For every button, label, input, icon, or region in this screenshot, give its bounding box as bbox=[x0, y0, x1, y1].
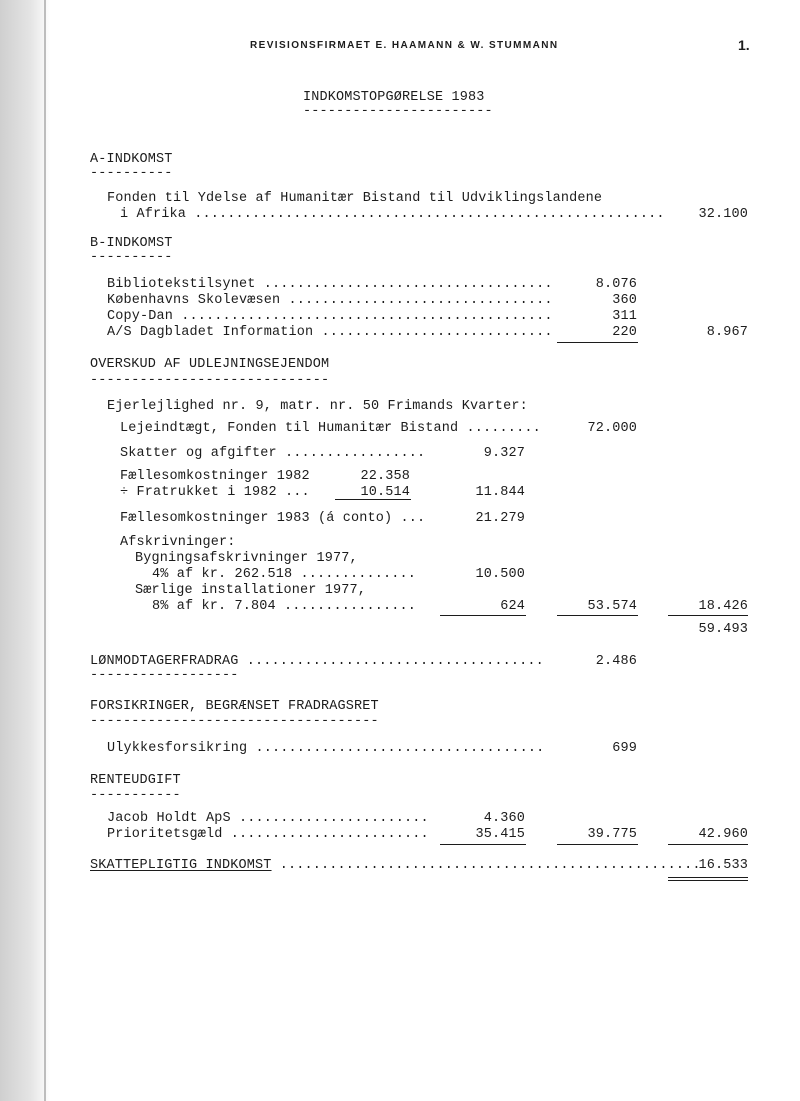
interest-item-value: 4.360 bbox=[483, 811, 525, 826]
a-income-underline: ---------- bbox=[90, 166, 173, 181]
b-income-item-value: 8.076 bbox=[595, 277, 637, 292]
interest-item-label: Jacob Holdt ApS ....................... bbox=[107, 811, 429, 826]
insurance-item-label: Ulykkesforsikring ................................... bbox=[107, 741, 545, 756]
rental-common83-label: Fællesomkostninger 1983 (á conto) ... bbox=[120, 511, 426, 526]
rental-underline: ----------------------------- bbox=[90, 373, 330, 388]
rental-common82-net: 11.844 bbox=[475, 485, 525, 500]
rental-rent-label: Lejeindtægt, Fonden til Humanitær Bistand ......... bbox=[120, 421, 541, 436]
rental-deducted-rule bbox=[335, 499, 411, 500]
rental-depr2-line1: Særlige installationer 1977, bbox=[135, 583, 367, 598]
taxable-income-label bbox=[90, 858, 701, 874]
b-income-item-label: Bibliotekstilsynet ................................... bbox=[107, 277, 553, 292]
rental-net-rule bbox=[557, 615, 638, 616]
rental-depr2-line2: 8% af kr. 7.804 ................ bbox=[152, 599, 417, 614]
a-income-heading: A-INDKOMST bbox=[90, 152, 173, 167]
rental-property: Ejerlejlighed nr. 9, matr. nr. 50 Frimands Kvarter: bbox=[107, 399, 528, 414]
wage-deduction-value: 2.486 bbox=[595, 654, 637, 669]
rental-rent-value: 72.000 bbox=[587, 421, 637, 436]
subtotal-rule bbox=[668, 615, 748, 616]
rental-depr1-line1: Bygningsafskrivninger 1977, bbox=[135, 551, 358, 566]
b-income-item-value: 220 bbox=[612, 325, 637, 340]
wage-deduction-underline: ------------------ bbox=[90, 668, 239, 683]
grand-rule bbox=[668, 844, 748, 845]
taxable-double-rule-bottom bbox=[668, 880, 748, 881]
b-income-item-label: A/S Dagbladet Information ............................ bbox=[107, 325, 553, 340]
interest-total: 39.775 bbox=[587, 827, 637, 842]
rental-deducted-label: ÷ Fratrukket i 1982 ... bbox=[120, 485, 310, 500]
page-title: INDKOMSTOPGØRELSE 1983 bbox=[303, 90, 485, 105]
page-edge-line bbox=[44, 0, 46, 1101]
title-underline: ----------------------- bbox=[303, 104, 493, 119]
rental-common83-value: 21.279 bbox=[475, 511, 525, 526]
b-income-item-value: 311 bbox=[612, 309, 637, 324]
page-number: 1. bbox=[738, 37, 750, 53]
rental-depr2-value: 624 bbox=[500, 599, 525, 614]
interest-total-rule bbox=[557, 844, 638, 845]
a-income-item-line2: i Afrika ......................................................... bbox=[120, 207, 665, 222]
b-income-item-label: Copy-Dan ............................................. bbox=[107, 309, 553, 324]
page-binding-edge bbox=[0, 0, 50, 1101]
a-income-total: 32.100 bbox=[698, 207, 748, 222]
rental-expenses-rule bbox=[440, 615, 526, 616]
b-income-item-value: 360 bbox=[612, 293, 637, 308]
rental-depr1-value: 10.500 bbox=[475, 567, 525, 582]
interest-item-label: Prioritetsgæld ........................ bbox=[107, 827, 429, 842]
taxable-income-value: 16.533 bbox=[698, 858, 748, 873]
taxable-double-rule-top bbox=[668, 877, 748, 878]
b-income-total: 8.967 bbox=[706, 325, 748, 340]
wage-deduction-label: LØNMODTAGERFRADRAG .................................... bbox=[90, 654, 544, 669]
subtotal-value: 59.493 bbox=[698, 622, 748, 637]
taxable-income-heading: SKATTEPLIGTIG INDKOMST bbox=[90, 858, 272, 873]
insurance-underline: ----------------------------------- bbox=[90, 714, 379, 729]
b-income-item-label: Københavns Skolevæsen ................................ bbox=[107, 293, 553, 308]
rental-net: 18.426 bbox=[698, 599, 748, 614]
rental-depreciation-heading: Afskrivninger: bbox=[120, 535, 236, 550]
rental-common82-label: Fællesomkostninger 1982 bbox=[120, 469, 310, 484]
b-income-underline: ---------- bbox=[90, 250, 173, 265]
interest-heading: RENTEUDGIFT bbox=[90, 773, 181, 788]
rental-heading: OVERSKUD AF UDLEJNINGSEJENDOM bbox=[90, 357, 330, 372]
rental-taxes-label: Skatter og afgifter ................. bbox=[120, 446, 426, 461]
rental-depr1-line2: 4% af kr. 262.518 .............. bbox=[152, 567, 417, 582]
firm-header: REVISIONSFIRMAET E. HAAMANN & W. STUMMANN bbox=[250, 40, 559, 51]
b-income-sum-rule bbox=[557, 342, 638, 343]
rental-taxes-value: 9.327 bbox=[483, 446, 525, 461]
interest-items-rule bbox=[440, 844, 526, 845]
rental-deducted-value: 10.514 bbox=[360, 485, 410, 500]
interest-underline: ----------- bbox=[90, 788, 181, 803]
b-income-heading: B-INDKOMST bbox=[90, 236, 173, 251]
insurance-heading: FORSIKRINGER, BEGRÆNSET FRADRAGSRET bbox=[90, 699, 379, 714]
rental-common82-value: 22.358 bbox=[360, 469, 410, 484]
taxable-income-dots: ................................................... bbox=[271, 858, 701, 873]
interest-item-value: 35.415 bbox=[475, 827, 525, 842]
interest-grand: 42.960 bbox=[698, 827, 748, 842]
insurance-item-value: 699 bbox=[612, 741, 637, 756]
rental-expenses-total: 53.574 bbox=[587, 599, 637, 614]
a-income-item-line1: Fonden til Ydelse af Humanitær Bistand til Udviklingslandene bbox=[107, 191, 603, 206]
